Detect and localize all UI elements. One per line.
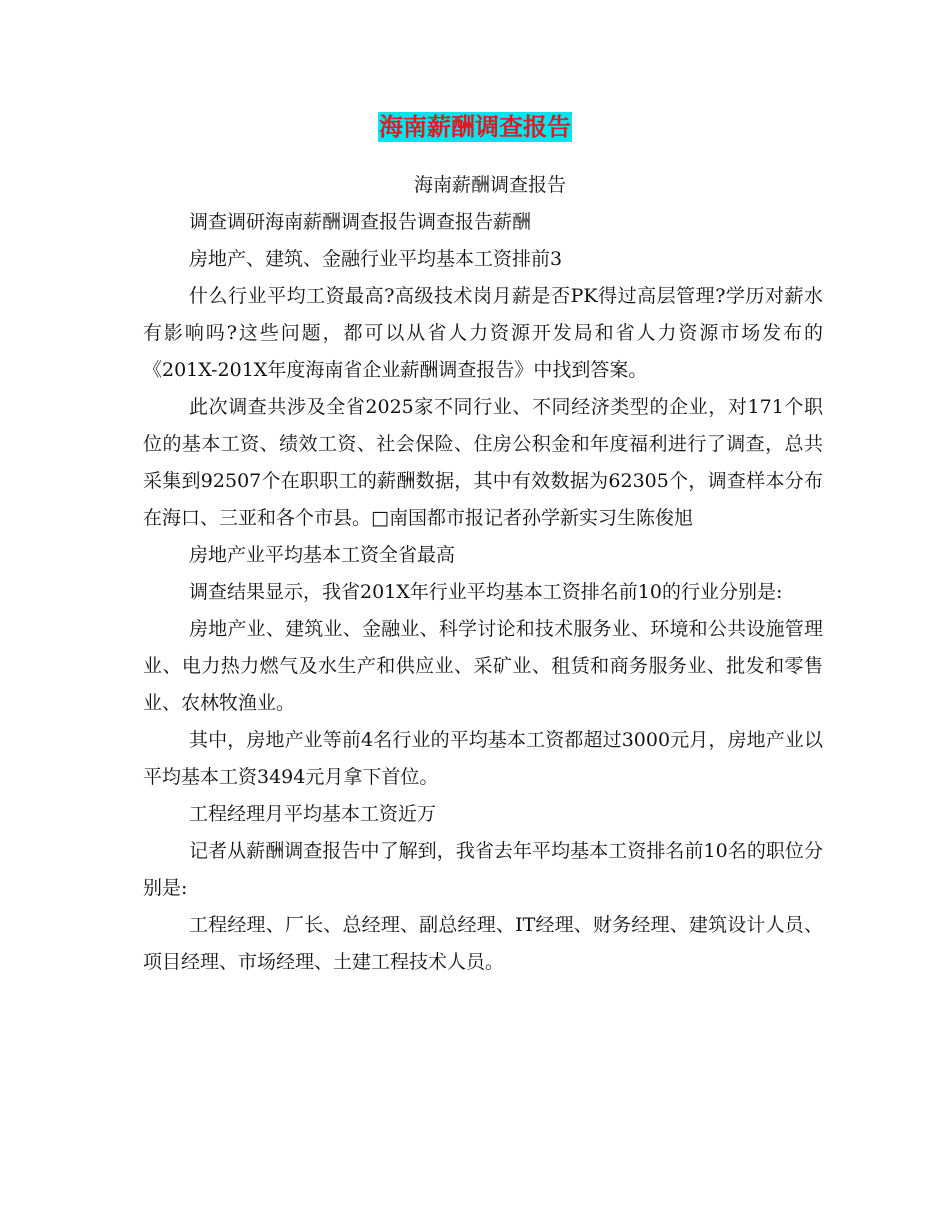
subtitle-paragraph: 海南薪酬调查报告 (413, 174, 566, 196)
positions-list-paragraph: 工程经理、厂长、总经理、副总经理、IT经理、财务经理、建筑设计人员、项目经理、市场经理、土建工程技术人员。 (143, 914, 823, 973)
positions-intro-paragraph: 记者从薪酬调查报告中了解到，我省去年平均基本工资排名前10名的职位分别是: (143, 840, 823, 899)
top-industries-paragraph: 其中，房地产业等前4名行业的平均基本工资都超过3000元月，房地产业以平均基本工资3494元月拿下首位。 (143, 729, 823, 788)
section-heading-engineering-manager: 工程经理月平均基本工资近万 (189, 803, 437, 825)
intro-paragraph: 什么行业平均工资最高?高级技术岗月薪是否PK得过高层管理?学历对薪水有影响吗?这些问题，都可以从省人力资源开发局和省人力资源市场发布的《201X-201X年度海南省企业薪酬调查报告》中找到答案。 (143, 285, 823, 381)
results-paragraph: 调查结果显示，我省201X年行业平均基本工资排名前10的行业分别是: (189, 581, 783, 603)
survey-scope-paragraph: 此次调查共涉及全省2025家不同行业、不同经济类型的企业，对171个职位的基本工资、绩效工资、社会保险、住房公积金和年度福利进行了调查，总共采集到92507个在职职工的薪酬数据，其中有效数据为62305个，调查样本分布在海口、三亚和各个市县。□南国都市报记者孙学新实习生陈俊旭 (143, 396, 823, 529)
title-container (0, 112, 950, 142)
industry-list-paragraph: 房地产业、建筑业、金融业、科学讨论和技术服务业、环境和公共设施管理业、电力热力燃气及水生产和供应业、采矿业、租赁和商务服务业、批发和零售业、农林牧渔业。 (143, 618, 823, 714)
keywords-paragraph: 调查调研海南薪酬调查报告调查报告薪酬 (189, 211, 532, 233)
document-title: 海南薪酬调查报告 (379, 113, 571, 141)
document-body (143, 167, 823, 981)
section-heading-real-estate: 房地产业平均基本工资全省最高 (189, 544, 456, 566)
headline-paragraph: 房地产、建筑、金融行业平均基本工资排前3 (189, 248, 563, 270)
